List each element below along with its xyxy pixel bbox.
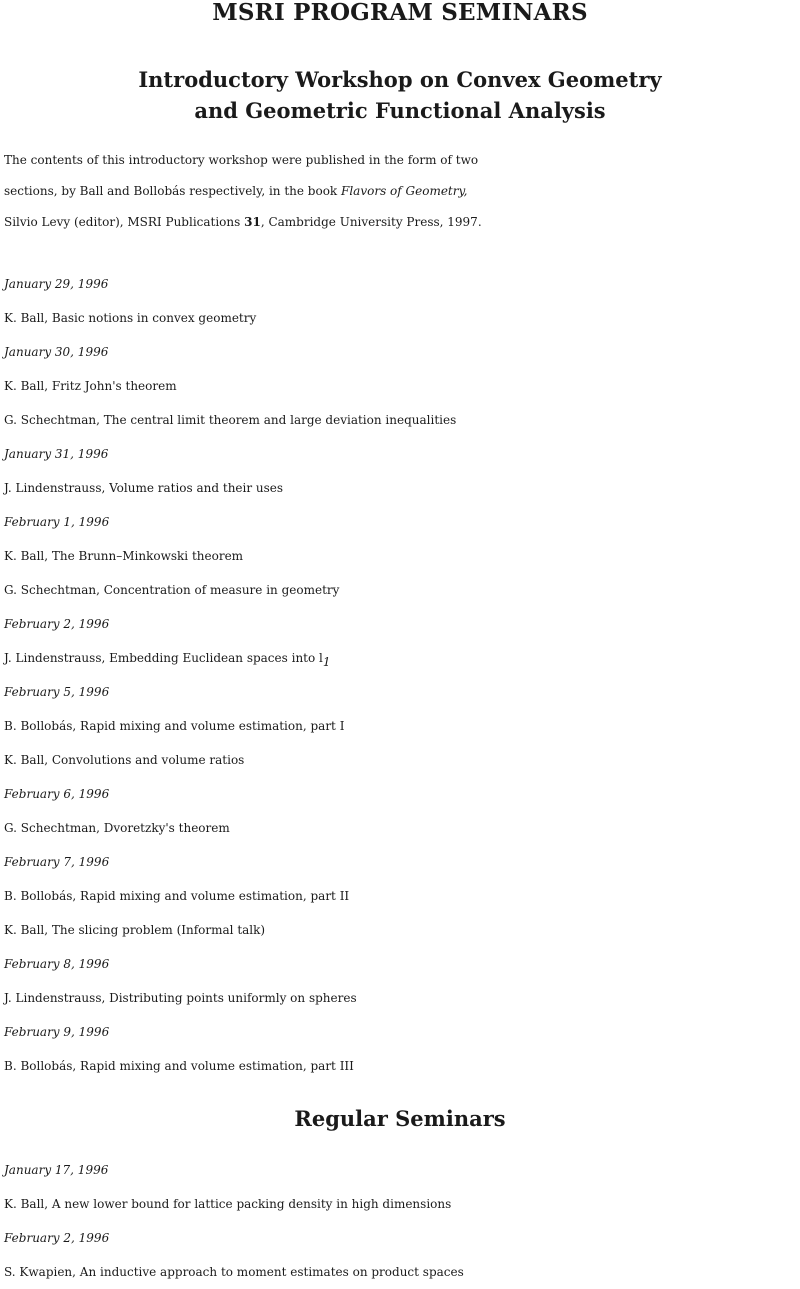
session	[4, 1015, 800, 1083]
talk-entry: G. Schechtman, Concentration of measure in geometry	[4, 583, 340, 597]
session-date: February 1, 1996	[4, 515, 110, 529]
talk-entry: K. Ball, Convolutions and volume ratios	[4, 753, 245, 767]
session-date: February 2, 1996	[4, 617, 110, 631]
talk-subscript: 1	[322, 655, 331, 669]
intro-line-2-text: sections, by Ball and Bollobás respectively, in the book	[4, 184, 342, 198]
session	[4, 437, 800, 505]
talk-entry	[4, 641, 800, 675]
talk-entry: B. Bollobás, Rapid mixing and volume estimation, part III	[4, 1059, 354, 1073]
intro-line-3-tail: , Cambridge University Press, 1997.	[260, 215, 482, 229]
talk-entry: K. Ball, A new lower bound for lattice packing density in high dimensions	[4, 1197, 452, 1211]
talk-entry: K. Ball, Basic notions in convex geometry	[4, 311, 257, 325]
page-title: MSRI PROGRAM SEMINARS	[212, 0, 588, 26]
session-date: February 2, 1996	[4, 1231, 110, 1245]
regular-seminars-heading: Regular Seminars	[294, 1106, 506, 1131]
session-date: February 8, 1996	[4, 957, 110, 971]
session	[4, 947, 800, 1015]
session	[4, 1153, 800, 1221]
session	[4, 607, 800, 675]
session	[4, 845, 800, 947]
intro-line-1: The contents of this introductory workshop were published in the form of two	[4, 153, 479, 167]
session	[4, 777, 800, 845]
book-title: Flavors of Geometry,	[341, 184, 468, 198]
session-date: February 9, 1996	[4, 1025, 110, 1039]
talk-entry-text: J. Lindenstrauss, Embedding Euclidean spaces into l	[4, 651, 323, 665]
talk-entry: G. Schechtman, The central limit theorem and large deviation inequalities	[4, 413, 457, 427]
session-date: January 17, 1996	[4, 1163, 109, 1177]
talk-entry: K. Ball, The slicing problem (Informal talk)	[4, 923, 266, 937]
session	[4, 675, 800, 777]
session	[4, 1221, 800, 1289]
regular-seminars-schedule	[4, 1153, 800, 1289]
workshop-intro-paragraph	[4, 145, 800, 238]
session-date: January 29, 1996	[4, 277, 109, 291]
talk-entry: J. Lindenstrauss, Volume ratios and their uses	[4, 481, 284, 495]
session	[4, 335, 800, 437]
talk-entry: G. Schechtman, Dvoretzky's theorem	[4, 821, 230, 835]
talk-entry: K. Ball, Fritz John's theorem	[4, 379, 177, 393]
session	[4, 505, 800, 607]
session-date: January 30, 1996	[4, 345, 109, 359]
workshop-schedule	[4, 267, 800, 1083]
workshop-title-line-2: and Geometric Functional Analysis	[194, 98, 606, 123]
volume-number: 31	[244, 215, 261, 229]
session-date: February 6, 1996	[4, 787, 110, 801]
intro-line-2	[4, 176, 800, 207]
talk-entry: B. Bollobás, Rapid mixing and volume estimation, part II	[4, 889, 350, 903]
talk-entry: K. Ball, The Brunn–Minkowski theorem	[4, 549, 244, 563]
talk-entry: S. Kwapien, An inductive approach to moment estimates on product spaces	[4, 1265, 464, 1279]
talk-entry: J. Lindenstrauss, Distributing points uniformly on spheres	[4, 991, 357, 1005]
intro-line-3-text: Silvio Levy (editor), MSRI Publications	[4, 215, 245, 229]
session-date: January 31, 1996	[4, 447, 109, 461]
session	[4, 267, 800, 335]
session-date: February 5, 1996	[4, 685, 110, 699]
workshop-title	[0, 64, 800, 126]
session-date: February 7, 1996	[4, 855, 110, 869]
talk-entry: B. Bollobás, Rapid mixing and volume estimation, part I	[4, 719, 345, 733]
workshop-title-line-1: Introductory Workshop on Convex Geometry	[138, 67, 662, 92]
intro-line-3	[4, 207, 800, 238]
